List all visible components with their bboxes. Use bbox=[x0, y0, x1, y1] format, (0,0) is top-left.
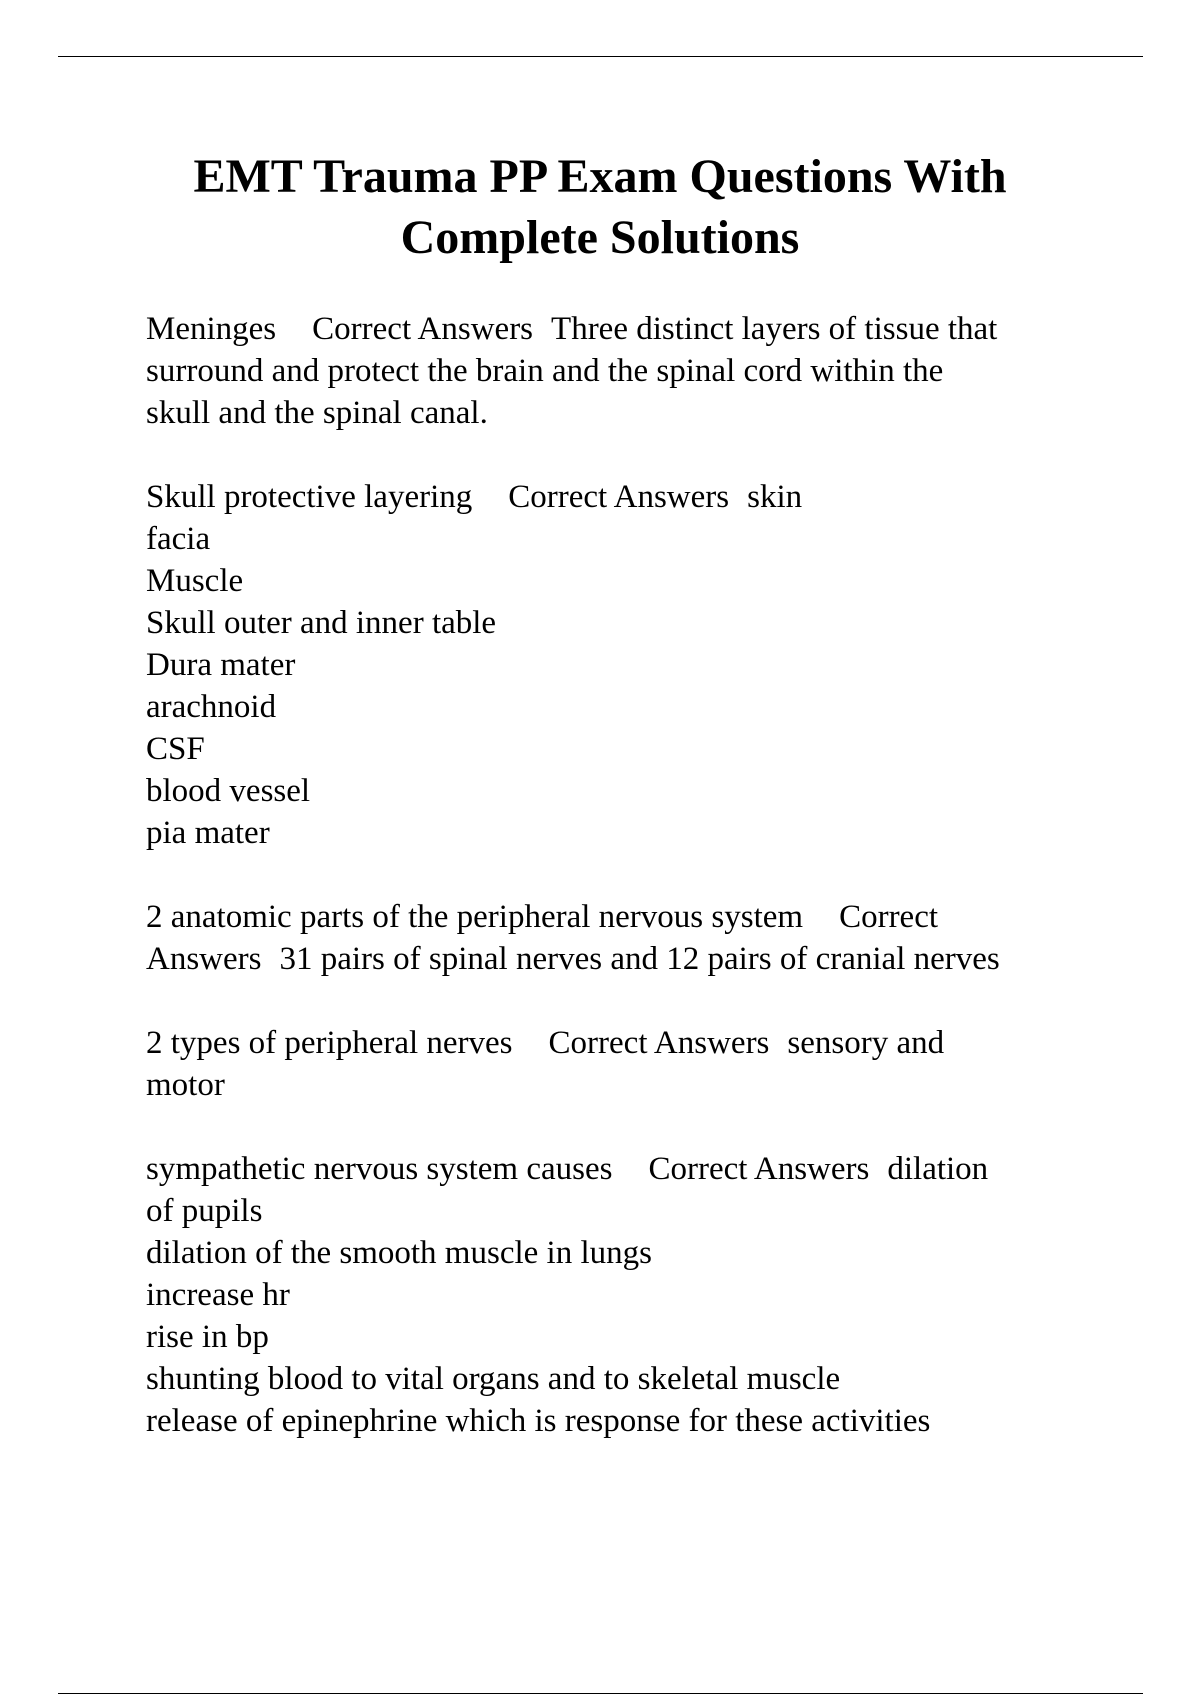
correct-answers-label: Correct Answers bbox=[508, 479, 730, 515]
answer-line: CSF bbox=[146, 731, 205, 767]
question-text: Skull protective layering bbox=[146, 479, 473, 515]
question-text: 2 anatomic parts of the peripheral nervous system bbox=[146, 899, 804, 935]
answer-text: dilation bbox=[887, 1151, 989, 1187]
title-line-2: Complete Solutions bbox=[400, 211, 800, 264]
qa-line bbox=[146, 1022, 1146, 1064]
correct-answers-label: Correct Answers bbox=[312, 311, 534, 347]
top-rule bbox=[58, 56, 1143, 57]
qa-line bbox=[146, 1148, 1146, 1190]
qa-item-meninges bbox=[146, 308, 1146, 434]
answer-text: sensory and bbox=[787, 1025, 945, 1061]
answer-line: rise in bp bbox=[146, 1319, 269, 1355]
answer-line: motor bbox=[146, 1067, 225, 1103]
qa-line bbox=[146, 896, 1146, 938]
answer-text: skin bbox=[747, 479, 803, 515]
qa-item-nerve-types bbox=[146, 1022, 1146, 1106]
answer-text: 31 pairs of spinal nerves and 12 pairs of cranial nerves bbox=[279, 941, 1000, 977]
answer-text: Three distinct layers of tissue that bbox=[551, 311, 998, 347]
correct-answers-label: Correct Answers bbox=[548, 1025, 770, 1061]
question-text: sympathetic nervous system causes bbox=[146, 1151, 613, 1187]
answer-line: release of epinephrine which is response for these activities bbox=[146, 1403, 931, 1439]
correct-label-part-2: Answers bbox=[146, 941, 262, 977]
answer-line: arachnoid bbox=[146, 689, 277, 725]
qa-line bbox=[146, 308, 1146, 350]
question-text: Meninges bbox=[146, 311, 277, 347]
qa-line bbox=[146, 938, 1146, 980]
document-body bbox=[146, 308, 1146, 1484]
correct-label-part-1: Correct bbox=[839, 899, 939, 935]
answer-line: surround and protect the brain and the spinal cord within the bbox=[146, 353, 944, 389]
answer-line: pia mater bbox=[146, 815, 270, 851]
answer-line: facia bbox=[146, 521, 211, 557]
question-text: 2 types of peripheral nerves bbox=[146, 1025, 513, 1061]
answer-line: Muscle bbox=[146, 563, 244, 599]
title-line-1: EMT Trauma PP Exam Questions With bbox=[193, 150, 1007, 203]
answer-line: of pupils bbox=[146, 1193, 263, 1229]
qa-line bbox=[146, 476, 1146, 518]
qa-item-pns-parts bbox=[146, 896, 1146, 980]
answer-line: dilation of the smooth muscle in lungs bbox=[146, 1235, 652, 1271]
answer-line: Skull outer and inner table bbox=[146, 605, 497, 641]
answer-line: Dura mater bbox=[146, 647, 296, 683]
page-title bbox=[100, 146, 1100, 268]
answer-line: blood vessel bbox=[146, 773, 311, 809]
qa-item-skull-layering bbox=[146, 476, 1146, 854]
correct-answers-label: Correct Answers bbox=[648, 1151, 870, 1187]
bottom-rule bbox=[58, 1693, 1143, 1694]
answer-line: shunting blood to vital organs and to skeletal muscle bbox=[146, 1361, 841, 1397]
answer-line: skull and the spinal canal. bbox=[146, 395, 488, 431]
answer-line: increase hr bbox=[146, 1277, 290, 1313]
qa-item-sympathetic bbox=[146, 1148, 1146, 1442]
